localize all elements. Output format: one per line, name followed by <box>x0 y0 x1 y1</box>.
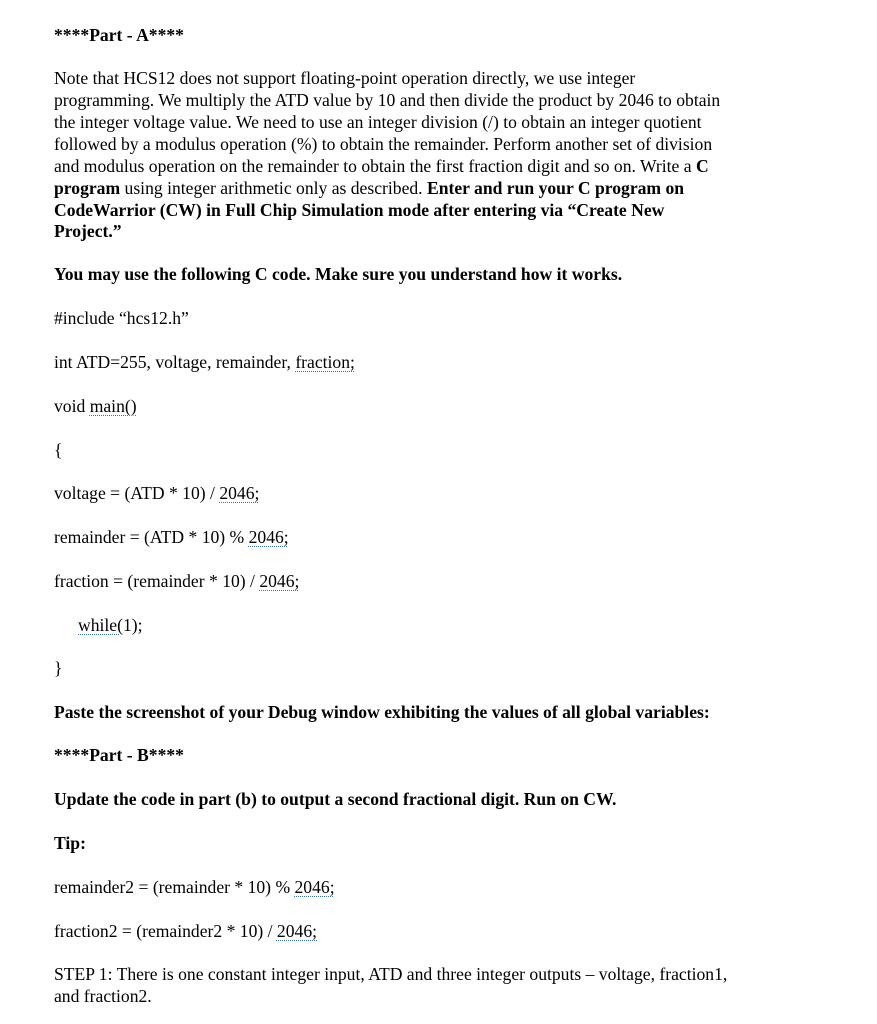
code-declaration-text: int ATD=255, voltage, remainder, <box>54 352 296 372</box>
part-b-heading: ****Part - B**** <box>54 745 184 765</box>
tip-remainder2-divisor: 2046; <box>294 877 335 897</box>
code-fraction-divisor: 2046; <box>259 571 300 591</box>
tip-remainder2 <box>54 876 335 898</box>
intro-line-5 <box>54 155 709 177</box>
code-remainder-expr: remainder = (ATD * 10) % <box>54 527 249 547</box>
tip-remainder2-expr: remainder2 = (remainder * 10) % <box>54 877 295 897</box>
paste-instruction: Paste the screenshot of your Debug window exhibiting the values of all global variables: <box>54 702 710 722</box>
code-remainder <box>54 526 289 548</box>
code-voltage <box>54 482 259 504</box>
intro-line-6-text: using integer arithmetic only as described. <box>120 178 427 198</box>
step1-line-2: and fraction2. <box>54 986 152 1006</box>
code-declaration-fraction: fraction; <box>295 352 355 372</box>
code-declaration <box>54 351 355 373</box>
intro-program-bold: program <box>54 178 121 198</box>
intro-line-7: CodeWarrior (CW) in Full Chip Simulation mode after entering via “Create New <box>54 200 665 220</box>
code-fraction <box>54 570 299 592</box>
code-while <box>78 614 143 636</box>
intro-line-8: Project.” <box>54 221 122 241</box>
code-main-func: main() <box>89 396 137 416</box>
tip-fraction2-divisor: 2046; <box>276 921 317 941</box>
code-include: #include “hcs12.h” <box>54 308 189 328</box>
intro-line-1: Note that HCS12 does not support floating-point operation directly, we use integer <box>54 68 636 88</box>
code-main <box>54 395 137 417</box>
step1-line-1: STEP 1: There is one constant integer input, ATD and three integer outputs – voltage, fraction1, <box>54 964 728 984</box>
intro-line-2: programming. We multiply the ATD value by 10 and then divide the product by 2046 to obtain <box>54 90 721 110</box>
intro-line-4: followed by a modulus operation (%) to obtain the remainder. Perform another set of division <box>54 134 713 154</box>
tip-fraction2 <box>54 920 317 942</box>
code-voltage-expr: voltage = (ATD * 10) / <box>54 483 220 503</box>
code-remainder-divisor: 2046; <box>248 527 289 547</box>
intro-line-6 <box>54 177 684 199</box>
code-main-void: void <box>54 396 90 416</box>
code-close-brace: } <box>54 658 63 678</box>
intro-line-3: the integer voltage value. We need to use an integer division (/) to obtain an integer quotient <box>54 112 702 132</box>
code-while-keyword: while( <box>78 615 123 635</box>
tip-fraction2-expr: fraction2 = (remainder2 * 10) / <box>54 921 277 941</box>
part-b-update: Update the code in part (b) to output a second fractional digit. Run on CW. <box>54 789 617 809</box>
intro-line-5-text: and modulus operation on the remainder to obtain the first fraction digit and so on. Write a <box>54 156 696 176</box>
code-fraction-expr: fraction = (remainder * 10) / <box>54 571 260 591</box>
intro-c-bold: C <box>695 156 709 176</box>
code-instruction: You may use the following C code. Make sure you understand how it works. <box>54 264 623 284</box>
code-while-arg: 1); <box>122 615 143 635</box>
code-voltage-divisor: 2046; <box>219 483 260 503</box>
code-open-brace: { <box>54 440 63 460</box>
tip-label: Tip: <box>54 833 86 853</box>
intro-enter-run-bold: Enter and run your C program on <box>426 178 685 198</box>
part-a-heading: ****Part - A**** <box>54 25 184 45</box>
